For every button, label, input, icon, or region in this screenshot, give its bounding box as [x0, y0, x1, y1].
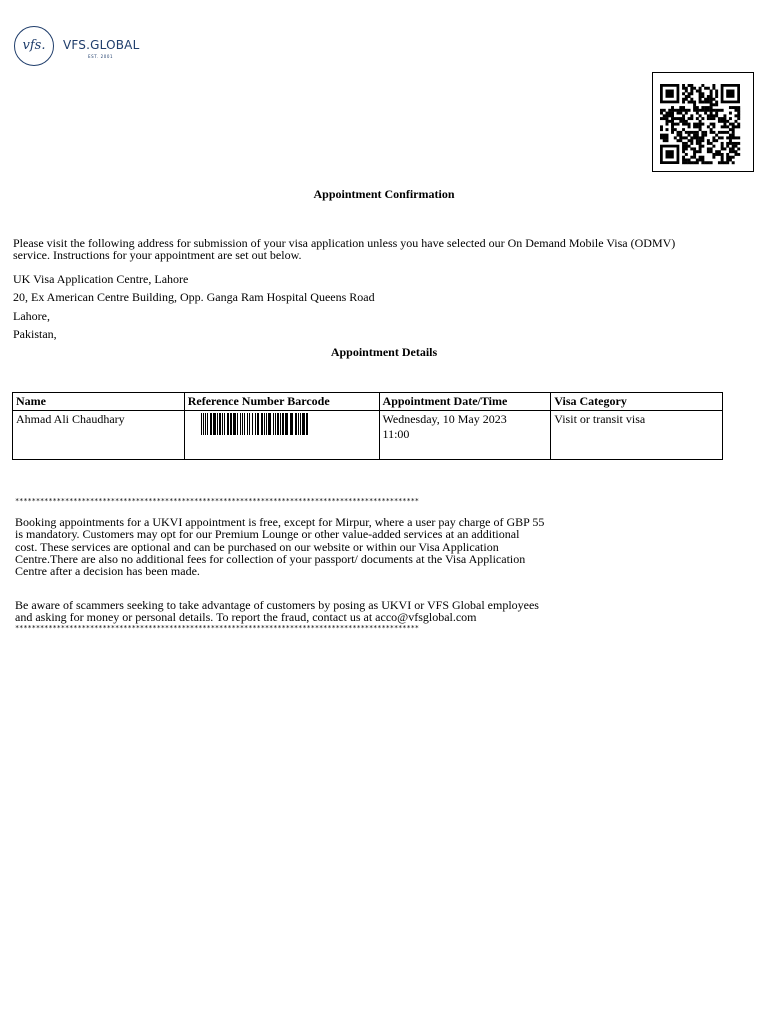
qr-code: [652, 72, 754, 172]
table-row: [13, 411, 723, 460]
notice-2-line-2: and asking for money or personal details. To report the fraud, contact us at acco@vfsglobal.com: [15, 610, 477, 624]
vfs-global-logo: [14, 26, 154, 68]
notice-1-line-3: cost. These services are optional and can be purchased on our website or within our Visa Application: [15, 540, 499, 554]
page-title: Appointment Confirmation: [313, 187, 455, 201]
cell-name: Ahmad Ali Chaudhary: [13, 411, 185, 460]
cell-barcode: [184, 411, 379, 460]
intro-line-1: Please visit the following address for submission of your visa application unless you have selected our On Demand Mobile Visa (ODMV): [13, 236, 676, 250]
address-line-2: 20, Ex American Centre Building, Opp. Ganga Ram Hospital Queens Road: [13, 290, 375, 304]
separator-top: *************************************************************************************************: [15, 497, 419, 505]
intro-line-2: service. Instructions for your appointment are set out below.: [13, 248, 302, 262]
qr-code-pattern: [660, 84, 746, 164]
column-header-reference: Reference Number Barcode: [184, 393, 379, 411]
column-header-name: Name: [13, 393, 185, 411]
cell-visa-category: Visit or transit visa: [551, 411, 723, 460]
address-line-1: UK Visa Application Centre, Lahore: [13, 272, 189, 286]
appointment-date: Wednesday, 10 May 2023: [382, 412, 507, 426]
appointment-time: 11:00: [382, 427, 410, 441]
logo-mark: vfs.: [14, 26, 54, 66]
cell-datetime: [379, 411, 551, 460]
separator-bottom: *************************************************************************************************: [15, 624, 419, 632]
logo-established: EST. 2001: [88, 54, 114, 59]
address-line-3: Lahore,: [13, 309, 50, 323]
details-heading: Appointment Details: [330, 345, 438, 359]
column-header-visa-category: Visa Category: [551, 393, 723, 411]
appointment-table: [12, 392, 723, 460]
notice-2-line-1: Be aware of scammers seeking to take advantage of customers by posing as UKVI or VFS Global employees: [15, 598, 539, 612]
notice-1-line-2: is mandatory. Customers may opt for our Premium Lounge or other value-added services at an additional: [15, 527, 520, 541]
notice-1-line-5: Centre after a decision has been made.: [15, 564, 200, 578]
table-header-row: [13, 393, 723, 411]
column-header-datetime: Appointment Date/Time: [379, 393, 551, 411]
address-line-4: Pakistan,: [13, 327, 57, 341]
notice-1-line-1: Booking appointments for a UKVI appointment is free, except for Mirpur, where a user pay charge of GBP 55: [15, 515, 545, 529]
reference-barcode: [201, 413, 311, 435]
logo-wordmark: VFS.GLOBAL: [63, 38, 140, 52]
notice-1-line-4: Centre.There are also no additional fees for collection of your passport/ documents at the Visa Application: [15, 552, 526, 566]
